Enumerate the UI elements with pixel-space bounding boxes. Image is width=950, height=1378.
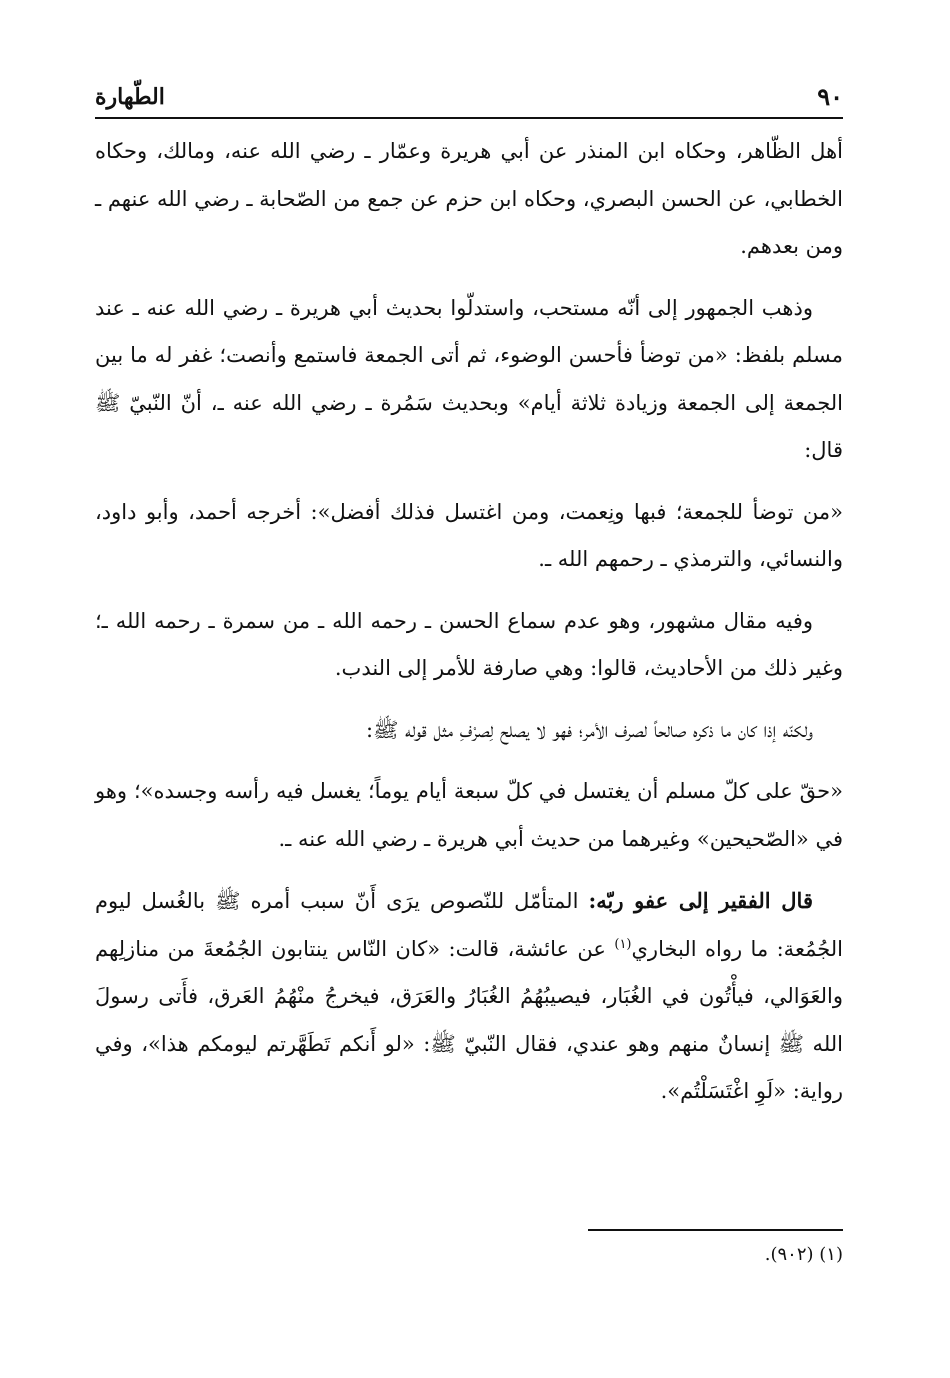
paragraph-2: وذهب الجمهور إلى أنّه مستحب، واستدلّوا بحديث أبي هريرة ـ رضي الله عنه ـ عند مسلم بلفظ: «من توضأ فأحسن الوضوء، ثم أتى الجمعة فاستمع وأنصت؛ غفر له ما بين الجمعة إلى الجمعة وزيادة ثلاثة أيام» وبحديث سَمُرة ـ رضي الله عنه ـ، أنّ النّبيّ ﷺ قال: <box>95 295 843 462</box>
page-number: ٩٠ <box>817 82 843 111</box>
footnote-reference: (١) <box>614 936 632 952</box>
paragraph-5 <box>95 877 843 1116</box>
paragraph-1: أهل الظّاهر، وحكاه ابن المنذر عن أبي هريرة وعمّار ـ رضي الله عنه، ومالك، وحكاه الخطابي، عن الحسن البصري، وحكاه ابن حزم عن جمع من الصّحابة ـ رضي الله عنهم ـ ومن بعدهم. <box>95 139 843 258</box>
paragraph-4: ولكنّه إذا كان ما ذكره صالحاً لصرف الأمر؛ فهو لا يصلح لِصرْفِ مثل قوله ﷺ: <box>366 717 813 742</box>
quoted-hadith-1: «من توضأ للجمعة؛ فبها ونِعمت، ومن اغتسل فذلك أفضل»: أخرجه أحمد، وأبو داود، والنسائي، والترمذي ـ رحمهم الله ـ. <box>95 499 843 571</box>
footnote: (١) (٩٠٢). <box>764 1244 843 1265</box>
paragraph-5-text-a: المتأمّل للنّصوص يرَى أَنّ سبب أمره ﷺ بالغُسل ليوم الجُمُعة: ما رواه البخاري <box>95 889 844 961</box>
author-lead: قال الفقير إلى عفو ربّه: <box>588 888 813 913</box>
header-divider <box>95 117 843 119</box>
paragraph-3: وفيه مقال مشهور، وهو عدم سماع الحسن ـ رحمه الله ـ من سمرة ـ رحمه الله ـ؛ وغير ذلك من الأحاديث، قالوا: وهي صارفة للأمر إلى الندب. <box>95 608 843 680</box>
running-title: الطّهارة <box>95 84 165 110</box>
page-header <box>95 72 843 112</box>
footnote-divider <box>588 1229 843 1231</box>
paragraph-5-text-b: عن عائشة، قالت: «كان النّاس ينتابون الجُمُعةَ من منازلِهم والعَوَالي، فيأْتُون في الغُبَار، فيصيبُهُمُ الغُبَارُ والعَرَق، فيخرجُ منْهُمُ العَرق، فأَتى رسولَ الله ﷺ إنسانٌ منهم وهو عندي، فقال النّبيّ ﷺ: «لو أَنكم تَطَهَّرتم ليومكم هذا»، وفي رواية: «لَوِ اغْتَسَلْتُم». <box>95 936 843 1103</box>
quoted-hadith-2: «حقّ على كلّ مسلم أن يغتسل في كلّ سبعة أيام يوماً؛ يغسل فيه رأسه وجسده»؛ وهو في «الصّحيحين» وغيرهما من حديث أبي هريرة ـ رضي الله عنه ـ. <box>95 779 843 851</box>
body-text <box>95 128 843 1130</box>
